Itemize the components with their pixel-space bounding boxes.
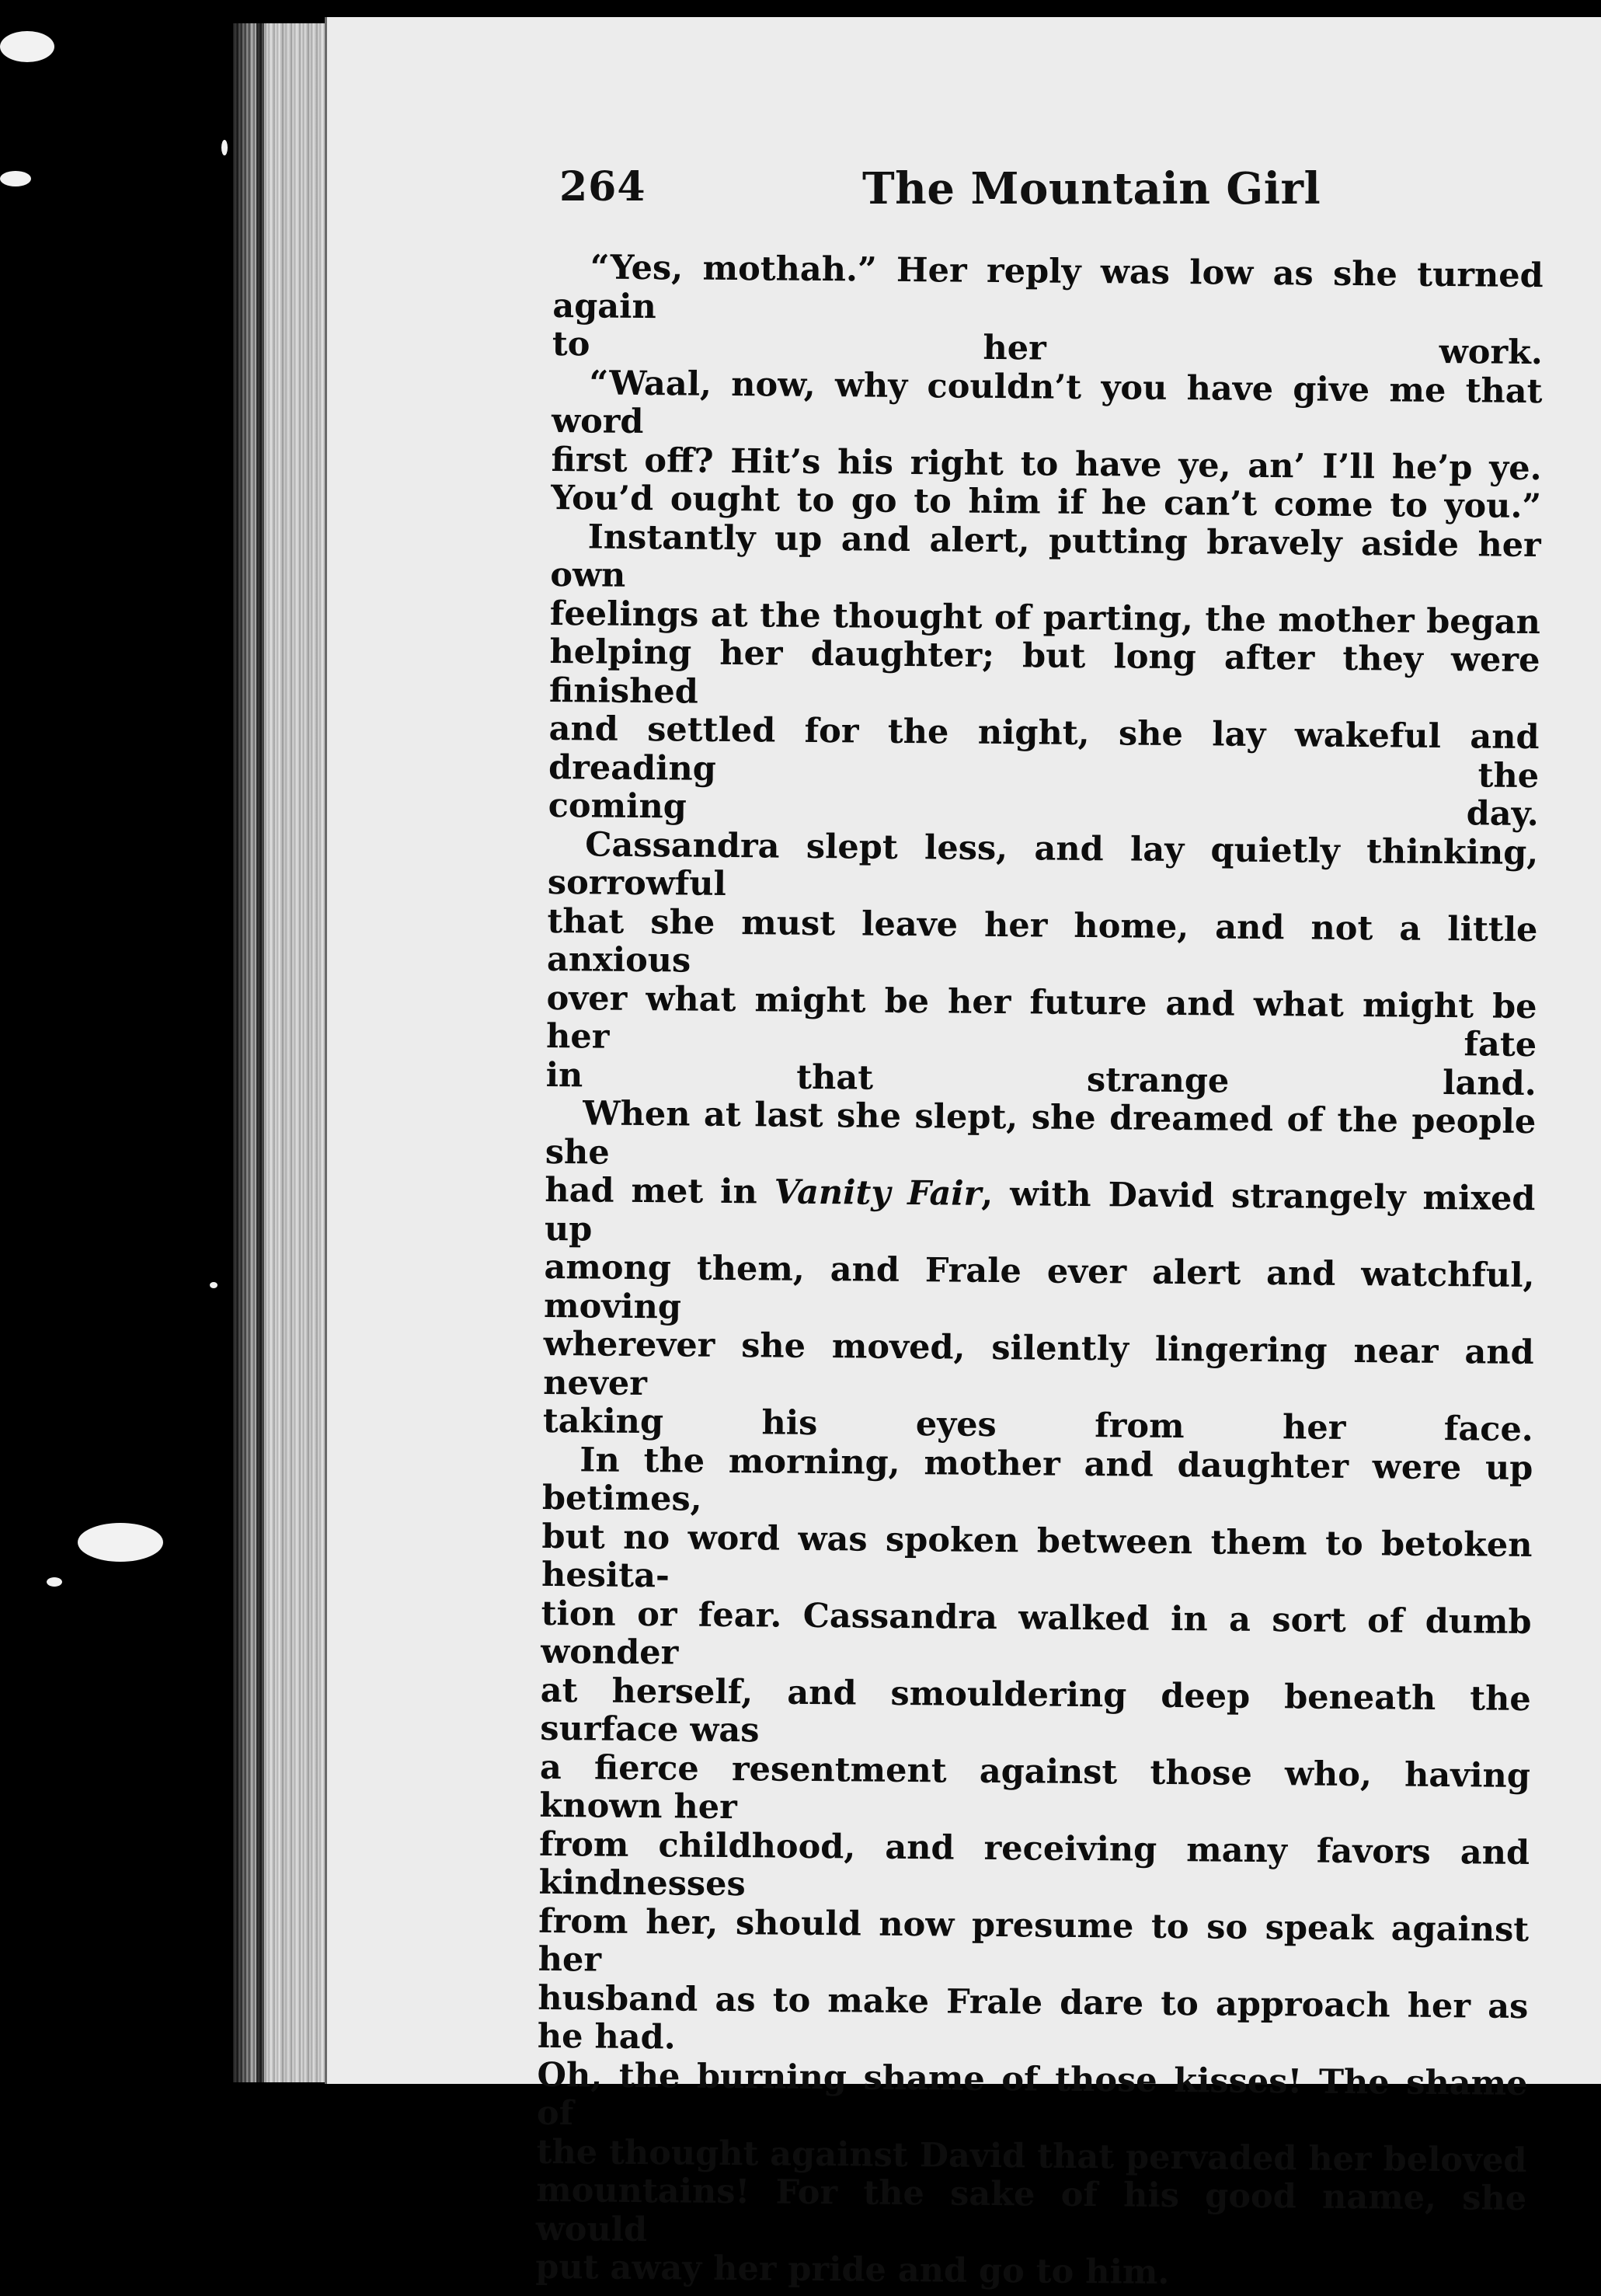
paragraph <box>543 1095 1537 1450</box>
text-line: taking his eyes from her face. <box>542 1401 1534 1450</box>
text-line: first off? Hit’s his right to have ye, an’ I’ll he’p ye. <box>551 440 1542 488</box>
text-line: from her, should now presume to so speak against her <box>538 1901 1530 1980</box>
text-line: You’d ought to go to him if he can’t come to you.” <box>550 478 1542 527</box>
text-line: tion or fear. Cassandra walked in a sort of dumb wonder <box>541 1594 1532 1673</box>
page-number: 264 <box>559 163 646 211</box>
text-line: from childhood, and receiving many favors and kindnesses <box>538 1824 1530 1904</box>
paragraph <box>535 1441 1533 2295</box>
page-edges <box>264 23 330 2082</box>
text-line: over what might be her future and what might be her fate <box>545 978 1537 1065</box>
text-line: When at last she slept, she dreamed of the people she <box>545 1094 1537 1172</box>
text-line: feelings at the thought of parting, the mother began <box>549 594 1541 642</box>
text-line: in that strange land. <box>545 1055 1537 1103</box>
book-title: The Mountain Girl <box>862 163 1321 214</box>
text-line: coming day. <box>548 786 1539 834</box>
text-line: Instantly up and alert, putting bravely aside her own <box>550 517 1541 595</box>
text-line: Oh, the burning shame of those kisses! The shame of <box>536 2055 1528 2134</box>
text-line: “Yes, mothah.” Her reply was low as she turned again <box>552 248 1544 326</box>
paragraph <box>552 249 1544 373</box>
text-line: mountains! For the sake of his good name, she would <box>535 2170 1527 2249</box>
text-line: wherever she moved, silently lingering near and never <box>543 1324 1534 1403</box>
text-line: at herself, and smouldering deep beneath the surface was <box>540 1671 1531 1751</box>
text-line: that she must leave her home, and not a little anxious <box>546 901 1538 981</box>
text-line: among them, and Frale ever alert and watchful, moving <box>543 1247 1535 1326</box>
text-line: husband as to make Frale dare to approach her as he had. <box>537 1978 1529 2057</box>
text-line: “Waal, now, why couldn’t you have give me that word <box>551 363 1543 442</box>
running-head <box>559 163 1530 225</box>
text-line: put away her pride and go to him. <box>535 2247 1170 2293</box>
paragraph <box>548 517 1541 834</box>
text-line: the thought against David that pervaded her beloved <box>536 2132 1527 2180</box>
text-line: had met in Vanity Fair, with David strangely mixed up <box>544 1170 1536 1249</box>
paragraph <box>551 364 1543 526</box>
text-line: to her work. <box>552 324 1544 373</box>
text-line: but no word was spoken between them to betoken hesita- <box>541 1517 1533 1596</box>
text-line: helping her daughter; but long after they were finished <box>548 632 1540 712</box>
italic-title: Vanity Fair <box>774 1172 982 1214</box>
paragraph <box>545 825 1538 1103</box>
text-line: a fierce resentment against those who, having known her <box>539 1747 1531 1827</box>
text-line: and settled for the night, she lay wakeful and dreading the <box>548 709 1540 796</box>
text-line: In the morning, mother and daughter were up betimes, <box>541 1440 1533 1519</box>
body-text <box>535 249 1544 2296</box>
text-line: Cassandra slept less, and lay quietly thinking, sorrowful <box>547 824 1539 904</box>
